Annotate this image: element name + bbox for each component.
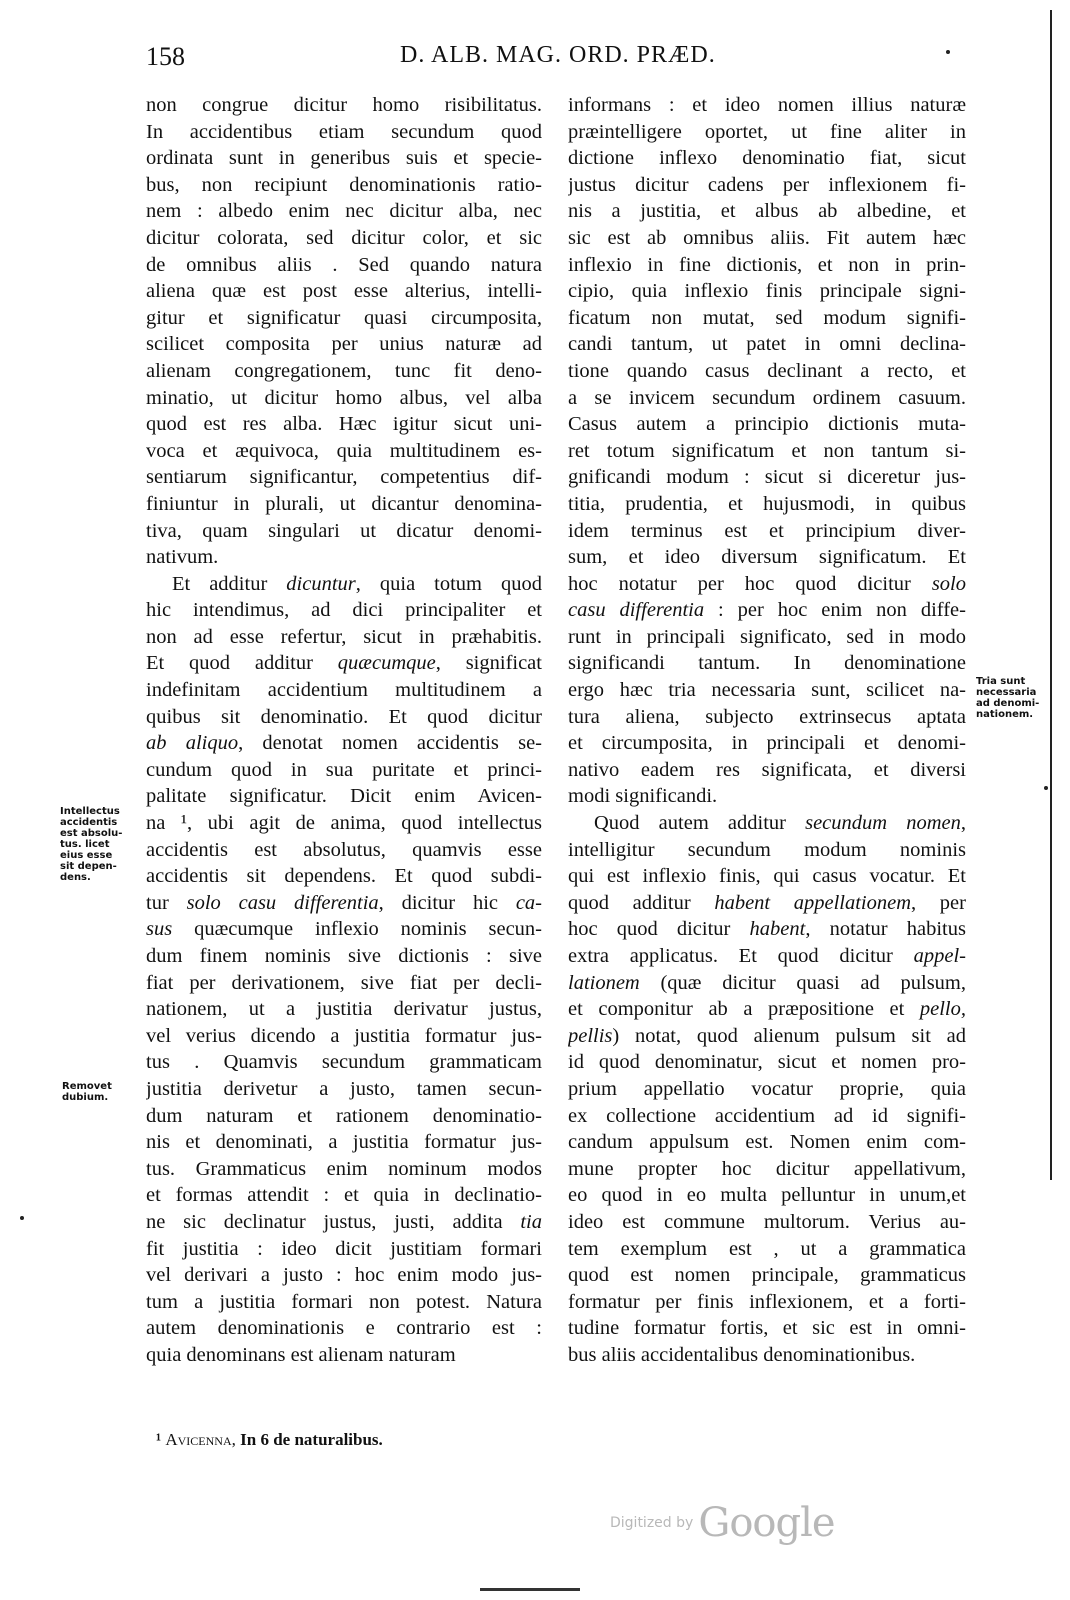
text-line: intelligitur secundum modum nominis [568,838,966,861]
text-line: aliena quæ est post esse alterius, intelli- [146,280,542,303]
text-line: accidentis est absolutus, quamvis esse [146,838,542,861]
text-line: quibus sit denominatio. Et quod dicitur [146,705,542,728]
text-line: de omnibus aliis . Sed quando natura [146,253,542,276]
text-line: tione quando casus declinant a recto, et [568,359,966,382]
scan-bottom-bar [480,1588,580,1591]
text-line: eo quod in eo multa pelluntur in unum,et [568,1184,966,1207]
google-logo: Google [698,1500,835,1546]
text-line: ret totum significatum et non tantum si- [568,439,966,462]
scan-edge-line [1050,10,1052,1180]
margin-note-line: Removet [62,1081,112,1092]
text-line: mune propter hoc dicitur appellativum, [568,1157,966,1180]
text-line: ideo est commune multorum. Verius au- [568,1210,966,1233]
text-line: et circumposita, in principali et denomi- [568,732,966,755]
text-line: qui est inflexio finis, qui casus vocatur. Et [568,865,966,888]
text-line: justitia derivetur a justo, tamen secun- [146,1077,542,1100]
text-line: fiat per derivationem, sive fiat per decli- [146,971,542,994]
text-line: bus, non recipiunt denominationis ratio- [146,173,542,196]
text-line: dicitur colorata, sed dicitur color, et sic [146,226,542,249]
text-line: non ad esse refertur, sicut in præhabitis. [146,625,542,648]
margin-note-line: dubium. [62,1092,109,1103]
footnote-author: Avicenna, [165,1430,236,1449]
text-line: quod est nomen principale, grammaticus [568,1264,966,1287]
scan-speck [1044,786,1048,790]
text-line: ergo hæc tria necessaria sunt, scilicet na- [568,679,966,702]
text-line: idem terminus est et principium diver- [568,519,966,542]
text-line: voca et æquivoca, quia multitudinem es- [146,439,542,462]
text-line: tur solo casu differentia, dicitur hic ca- [146,891,542,914]
text-line: Casus autem a principio dictionis muta- [568,413,966,436]
text-line: gitur et significatur quasi circumposita, [146,306,542,329]
text-line: alienam congregationem, tunc fit deno- [146,359,542,382]
text-line: justus dicitur cadens per inflexionem fi- [568,173,966,196]
text-line: nationem, ut a justitia derivatur justus, [146,998,542,1021]
text-line: extra applicatus. Et quod dicitur appel- [568,945,966,967]
text-line: formatur per finis inflexionem, et a forti- [568,1290,966,1313]
margin-note-tria [976,676,1044,720]
text-line: minatio, ut dicitur homo albus, vel alba [146,386,542,409]
right-text-column [568,92,966,1369]
text-line: ne sic declinatur justus, justi, addita tia [146,1210,542,1233]
text-line: ordinata sunt in generibus suis et specie- [146,147,542,170]
text-line: cundum quod in sua puritate et princi- [146,758,542,781]
text-line: In accidentibus etiam secundum quod [146,120,542,143]
text-line: runt in principali significato, sed in modo [568,625,966,648]
page-number: 158 [146,42,185,71]
margin-note-removet [62,1081,132,1103]
text-line: dictione inflexo denominatio fiat, sicut [568,147,966,170]
text-line: gnificandi modum : sicut si diceretur jus- [568,466,966,489]
text-line: ficatum non mutat, sed modum signifi- [568,306,966,329]
margin-note-line: eius esse [60,850,113,861]
text-line: et componitur ab a præpositione et pello, [568,998,966,1021]
text-line: tudine formatur fortis, et sic est in omni- [568,1317,966,1340]
text-line: sic est ab omnibus aliis. Fit autem hæc [568,226,966,249]
text-line: quod est res alba. Hæc igitur sicut uni- [146,413,542,436]
margin-note-line: dens. [60,872,91,883]
text-line: fit justitia : ideo dicit justitiam formari [146,1237,542,1260]
text-line: dum naturam et rationem denominatio- [146,1104,542,1127]
text-line: vel verius dicendo a justitia formatur jus- [146,1024,542,1047]
text-line: Et additur dicuntur, quia totum quod [172,572,542,595]
text-line: nativum. [146,546,219,569]
footnote-text: In 6 de naturalibus. [240,1430,383,1449]
text-line: titia, prudentia, et hujusmodi, in quibus [568,492,966,515]
text-line: candum appulsum est. Nomen enim com- [568,1131,966,1154]
margin-note-line: est absolu- [60,828,123,839]
text-line: a se invicem secundum ordinem casuum. [568,386,966,409]
text-line: nis et denominati, a justitia formatur jus- [146,1131,542,1154]
text-line: hoc quod dicitur habent, notatur habitus [568,918,966,941]
text-line: et formas attendit : et quia in declinatio- [146,1184,542,1207]
text-line: finiuntur in plurali, ut dicantur denomina- [146,492,542,515]
text-line: nis a justitia, et albus ab albedine, et [568,200,966,223]
text-line: nativo eadem res significata, et diversi [568,758,966,781]
text-line: autem denominationis e contrario est : [146,1317,542,1340]
page-header [0,42,1070,82]
text-line: inflexio in fine dictionis, et non in prin- [568,253,966,276]
text-line: casu differentia : per hoc enim non diffe- [568,599,966,622]
margin-note-line: Intellectus [60,806,120,817]
margin-note-line: necessaria [976,687,1037,698]
scan-speck [20,1216,24,1220]
text-line: significandi tantum. In denominatione [568,652,966,675]
text-line: tura aliena, subjecto extrinsecus aptata [568,705,966,728]
margin-note-line: ad denomi- [976,698,1040,709]
text-line: tem exemplum est , ut a grammatica [568,1237,966,1260]
text-line: informans : et ideo nomen illius naturæ [568,94,966,116]
text-line: pellis) notat, quod alienum pulsum sit ad [568,1024,966,1047]
text-line: Quod autem additur secundum nomen, [594,812,966,835]
text-line: scilicet composita per unius naturæ ad [146,333,542,356]
text-line: modi significandi. [568,785,718,808]
google-watermark [610,1500,835,1546]
text-line: sentiarum significantur, competentius dif- [146,466,542,489]
text-line: quod additur habent appellationem, per [568,891,966,914]
margin-note-line: nationem. [976,709,1034,720]
text-line: hoc notatur per hoc quod dicitur solo [568,572,966,595]
text-line: accidentis sit dependens. Et quod subdi- [146,865,542,888]
text-line: indefinitam accidentium multitudinem a [146,679,542,702]
text-line: dum finem nominis sive dictionis : sive [146,945,542,967]
text-line: id quod denominatur, sicut et nomen pro- [568,1051,966,1074]
text-line: tiva, quam singulari ut dicatur denomi- [146,519,542,542]
text-line: na ¹, ubi agit de anima, quod intellectus [146,812,542,835]
text-line: ab aliquo, denotat nomen accidentis se- [146,732,542,755]
text-line: sus quæcumque inflexio nominis secun- [146,918,542,941]
margin-note-intellectus [60,806,134,883]
watermark-prefix: Digitized by [610,1515,694,1531]
text-line: lationem (quæ dicitur quasi ad pulsum, [568,971,966,994]
text-line: nem : albedo enim nec dicitur alba, nec [146,200,542,223]
text-line: palitate significatur. Dicit enim Avicen- [146,785,542,808]
running-title: D. ALB. MAG. ORD. PRÆD. [400,42,716,68]
text-line: hic intendimus, ad dici principaliter et [146,599,542,622]
text-line: vel derivari a justo : hoc enim modo jus- [146,1264,542,1287]
text-line: tum a justitia formari non potest. Natura [146,1290,542,1313]
text-line: cipio, quia inflexio finis principale signi- [568,280,966,303]
left-text-column [146,92,542,1369]
text-line: præintelligere oportet, ut fine aliter in [568,120,966,143]
scan-speck [946,50,950,54]
text-line: Et quod additur quæcumque, significat [146,652,542,675]
text-line: quia denominans est alienam naturam [146,1343,456,1366]
text-line: candi tantum, ut patet in omni declina- [568,333,966,356]
margin-note-line: accidentis [60,817,118,828]
footnote [156,1430,383,1450]
text-line: tus. Grammaticus enim nominum modos [146,1157,542,1180]
text-line: non congrue dicitur homo risibilitatus. [146,94,542,116]
text-line: ex collectione accidentium ad id signifi- [568,1104,966,1127]
margin-note-line: tus. licet [60,839,110,850]
text-line: prium appellatio vocatur proprie, quia [568,1077,966,1100]
text-line: bus aliis accidentalibus denominationibus. [568,1343,916,1366]
footnote-marker: ¹ [156,1430,162,1449]
margin-note-line: Tria sunt [976,676,1026,687]
margin-note-line: sit depen- [60,861,117,872]
text-line: sum, et ideo diversum significatum. Et [568,546,966,569]
text-line: tus . Quamvis secundum grammaticam [146,1051,542,1074]
